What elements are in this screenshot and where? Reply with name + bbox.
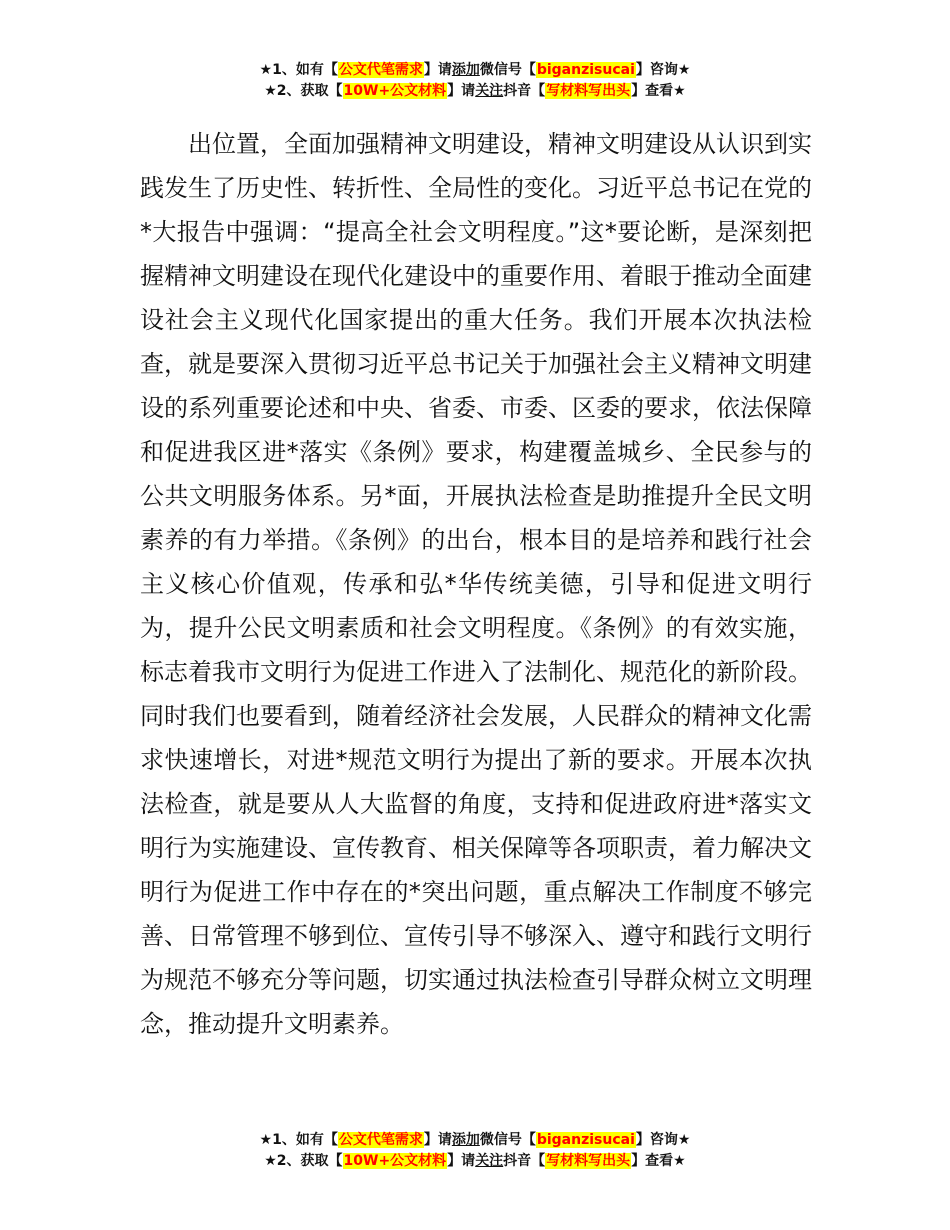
promo-text: 】请	[423, 1132, 452, 1148]
promo-text: 】请	[447, 1153, 476, 1169]
promo-text: ★1、如有【	[259, 62, 338, 78]
promo-line-2	[0, 81, 950, 102]
promo-underlined-text: 关注	[475, 1153, 504, 1169]
promo-text: ★2、获取【	[264, 83, 343, 99]
promo-text: ★2、获取【	[264, 1153, 343, 1169]
document-body	[140, 122, 812, 1046]
footer-promo-banner	[0, 1130, 950, 1172]
highlight-service: 公文代笔需求	[338, 1132, 423, 1148]
promo-text: 】请	[447, 83, 476, 99]
promo-line-2	[0, 1151, 950, 1172]
highlight-materials: 10W+公文材料	[343, 83, 447, 99]
highlight-wechat-id: biganzisucai	[536, 1132, 635, 1148]
promo-text: 】查看★	[631, 1153, 686, 1169]
promo-text: 微信号【	[479, 62, 536, 78]
promo-line-1	[0, 1130, 950, 1151]
promo-text: ★1、如有【	[259, 1132, 338, 1148]
highlight-douyin-id: 写材料写出头	[546, 83, 631, 99]
highlight-service: 公文代笔需求	[338, 62, 423, 78]
promo-line-1	[0, 60, 950, 81]
body-paragraph: 出位置，全面加强精神文明建设，精神文明建设从认识到实践发生了历史性、转折性、全局性的变化。习近平总书记在党的*大报告中强调：“提高全社会文明程度。”这*要论断，是深刻把握精神文明建设在现代化建设中的重要作用、着眼于推动全面建设社会主义现代化国家提出的重大任务。我们开展本次执法检查，就是要深入贯彻习近平总书记关于加强社会主义精神文明建设的系列重要论述和中央、省委、市委、区委的要求，依法保障和促进我区进*落实《条例》要求，构建覆盖城乡、全民参与的公共文明服务体系。另*面，开展执法检查是助推提升全民文明素养的有力举措。《条例》的出台，根本目的是培养和践行社会主义核心价值观，传承和弘*华传统美德，引导和促进文明行为，提升公民文明素质和社会文明程度。《条例》的有效实施，标志着我市文明行为促进工作进入了法制化、规范化的新阶段。同时我们也要看到，随着经济社会发展，人民群众的精神文化需求快速增长，对进*规范文明行为提出了新的要求。开展本次执法检查，就是要从人大监督的角度，支持和促进政府进*落实文明行为实施建设、宣传教育、相关保障等各项职责，着力解决文明行为促进工作中存在的*突出问题，重点解决工作制度不够完善、日常管理不够到位、宣传引导不够深入、遵守和践行文明行为规范不够充分等问题，切实通过执法检查引导群众树立文明理念，推动提升文明素养。	[140, 130, 812, 1038]
highlight-materials: 10W+公文材料	[343, 1153, 447, 1169]
promo-text: 抖音【	[503, 1153, 546, 1169]
promo-underlined-text: 添加	[451, 1132, 480, 1148]
promo-underlined-text: 添加	[451, 62, 480, 78]
highlight-douyin-id: 写材料写出头	[546, 1153, 631, 1169]
highlight-wechat-id: biganzisucai	[536, 62, 635, 78]
promo-text: 微信号【	[479, 1132, 536, 1148]
promo-text: 抖音【	[503, 83, 546, 99]
promo-text: 】咨询★	[635, 62, 691, 78]
promo-text: 】请	[423, 62, 452, 78]
promo-underlined-text: 关注	[475, 83, 504, 99]
promo-text: 】咨询★	[635, 1132, 691, 1148]
header-promo-banner	[0, 60, 950, 102]
promo-text: 】查看★	[631, 83, 686, 99]
